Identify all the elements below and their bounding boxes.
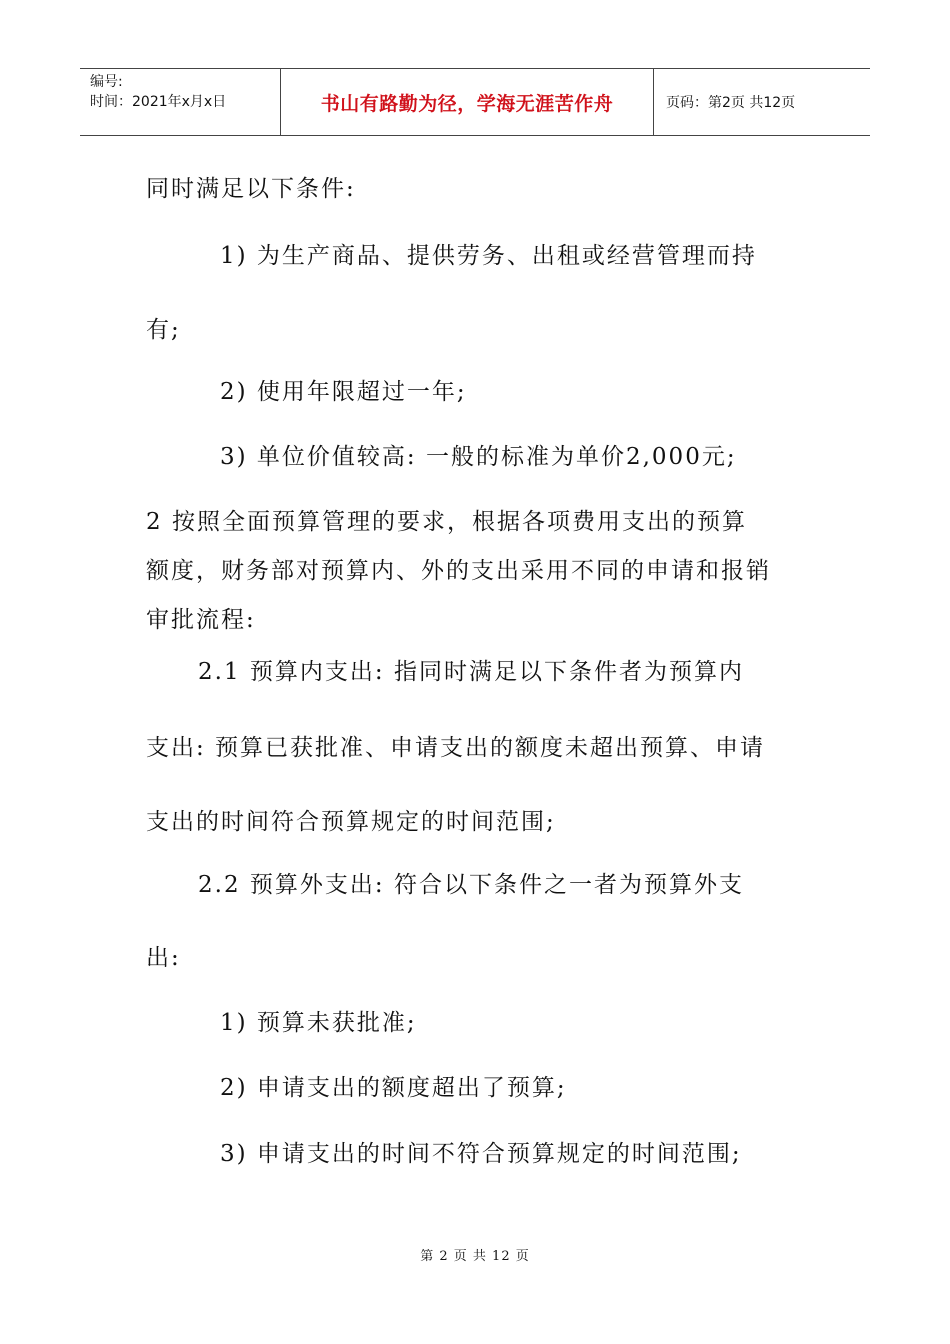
list-item-line: 1) 预算未获批准; (220, 1010, 417, 1036)
paragraph-line: 有; (146, 317, 181, 343)
section-heading-line: 2 按照全面预算管理的要求，根据各项费用支出的预算 (146, 509, 747, 535)
list-item-line: 3) 申请支出的时间不符合预算规定的时间范围; (220, 1141, 742, 1167)
paragraph-line: 支出: 预算已获批准、申请支出的额度未超出预算、申请 (146, 735, 766, 761)
paragraph-line: 审批流程: (146, 607, 256, 633)
document-number-label: 编号: (90, 74, 123, 90)
list-item-line: 2) 使用年限超过一年; (220, 379, 467, 405)
list-item-line: 2) 申请支出的额度超出了预算; (220, 1075, 567, 1101)
paragraph-line: 支出的时间符合预算规定的时间范围; (146, 809, 556, 835)
subsection-line: 2.2 预算外支出: 符合以下条件之一者为预算外支 (198, 872, 744, 898)
header-page-info (654, 69, 870, 135)
motto-text: 书山有路勤为径，学海无涯苦作舟 (320, 92, 614, 115)
list-item-line: 1) 为生产商品、提供劳务、出租或经营管理而持 (220, 243, 757, 269)
paragraph-line: 同时满足以下条件: (146, 176, 356, 202)
paragraph-line: 出: (146, 945, 181, 971)
subsection-line: 2.1 预算内支出: 指同时满足以下条件者为预算内 (198, 659, 744, 685)
footer-page-number: 第 2 页 共 12 页 (420, 1249, 530, 1264)
header-meta (80, 69, 281, 135)
page-footer (0, 1245, 950, 1264)
header-motto (281, 69, 654, 135)
list-item-line: 3) 单位价值较高: 一般的标准为单价2,000元; (220, 444, 737, 470)
document-time-label: 时间：2021年x月x日 (90, 94, 227, 110)
document-header (80, 68, 870, 136)
page-info-text: 页码：第2页 共12页 (666, 95, 796, 111)
paragraph-line: 额度，财务部对预算内、外的支出采用不同的申请和报销 (146, 558, 771, 584)
